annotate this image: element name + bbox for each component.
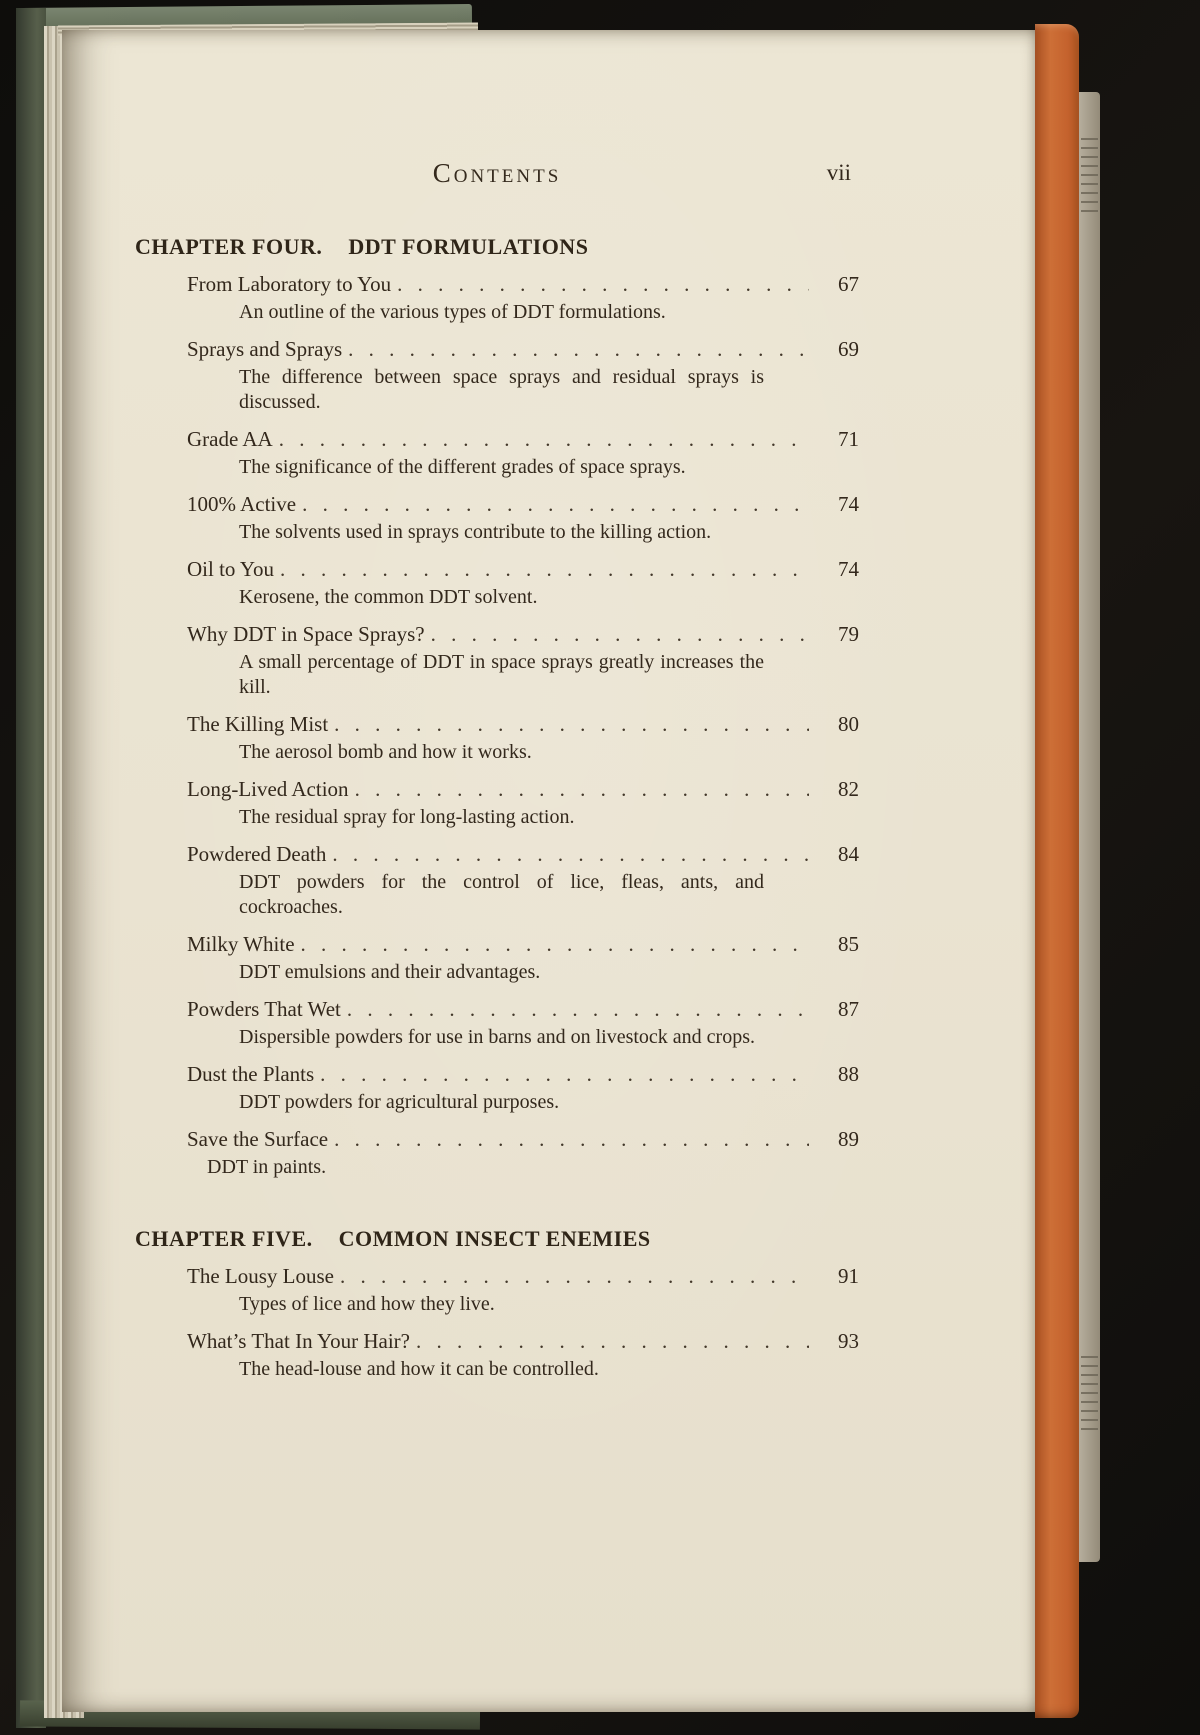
toc-entry-line (187, 622, 859, 647)
dot-leader (334, 1127, 809, 1152)
chapter-entries (187, 272, 859, 1180)
toc-entry-page: 88 (838, 1062, 859, 1086)
toc-entry-title: Sprays and Sprays (187, 337, 343, 361)
contents-heading: Contents (432, 158, 562, 188)
toc-entry (187, 1329, 859, 1382)
dot-leader (431, 622, 809, 647)
toc-entry (187, 1127, 859, 1180)
toc-entry-line (187, 1264, 859, 1289)
chapter-entries (187, 1264, 859, 1382)
toc-entry-title: Powders That Wet (187, 997, 341, 1021)
toc-entry (187, 622, 859, 700)
toc-entry-title: What’s That In Your Hair? (187, 1329, 410, 1353)
toc-entry-page: 67 (838, 272, 859, 296)
toc-entry-page: 74 (838, 492, 859, 516)
toc-entry-description: DDT in paints. (207, 1156, 327, 1178)
toc-entry (187, 932, 859, 985)
toc-entry-line (187, 337, 859, 362)
dot-leader (320, 1062, 809, 1087)
toc-entry-page: 79 (838, 622, 859, 646)
toc-entry-title: The Killing Mist (187, 712, 329, 736)
dot-leader (416, 1329, 809, 1354)
toc-entry-description: The residual spray for long-lasting action. (239, 806, 575, 828)
toc-entry-line (187, 777, 859, 802)
toc-entry-description: The aerosol bomb and how it works. (239, 741, 532, 763)
toc-entry-line (187, 557, 859, 582)
toc-entry-line (187, 712, 859, 737)
toc-entry (187, 1264, 859, 1317)
toc-entry-line (187, 272, 859, 297)
toc-entry (187, 337, 859, 415)
book-page (62, 30, 1035, 1712)
toc-entry-description: Kerosene, the common DDT solvent. (239, 586, 538, 608)
toc-entry-title: Powdered Death (187, 842, 327, 866)
toc-entry-title: Oil to You (187, 557, 274, 581)
toc-entry-line (187, 932, 859, 957)
chapter-section-five (135, 1226, 859, 1382)
page-stack-fore-edge (1079, 92, 1100, 1562)
book-cover-right (1035, 24, 1079, 1718)
toc-entry-line (187, 492, 859, 517)
toc-entry-page: 93 (838, 1329, 859, 1353)
toc-entry (187, 492, 859, 545)
page-number: vii (826, 160, 851, 185)
dot-leader (355, 777, 809, 802)
fore-edge-lines-bottom (1081, 1356, 1098, 1432)
toc-entry-line (187, 1329, 859, 1354)
toc-entry (187, 557, 859, 610)
toc-entry-page: 80 (838, 712, 859, 736)
toc-entry-description: The difference between space sprays and residual sprays is discussed. (239, 366, 764, 413)
toc-entry-title: Long-Lived Action (187, 777, 349, 801)
book-cloth-spine-left (16, 8, 46, 1728)
toc-entry-title: The Lousy Louse (187, 1264, 334, 1288)
toc-entry-page: 74 (838, 557, 859, 581)
toc-entry-description: The significance of the different grades of space sprays. (239, 456, 686, 478)
toc-entry-title: Save the Surface (187, 1127, 329, 1151)
toc-entry-line (187, 1062, 859, 1087)
page-header (135, 158, 859, 194)
toc-entry-page: 71 (838, 427, 859, 451)
chapter-heading (135, 1226, 859, 1252)
toc-entry-description: DDT emulsions and their advantages. (239, 961, 541, 983)
toc-entry-page: 91 (838, 1264, 859, 1288)
dot-leader (279, 427, 809, 452)
table-of-contents (135, 158, 859, 1382)
dot-leader (301, 932, 809, 957)
chapter-title: COMMON INSECT ENEMIES (338, 1226, 651, 1251)
toc-entry-line (187, 997, 859, 1022)
toc-entry-title: Grade AA (187, 427, 273, 451)
toc-entry-description: Dispersible powders for use in barns and on livestock and crops. (239, 1026, 755, 1048)
chapter-title: DDT FORMULATIONS (348, 234, 589, 259)
dot-leader (347, 997, 809, 1022)
toc-entry (187, 272, 859, 325)
dot-leader (348, 337, 809, 362)
dot-leader (397, 272, 809, 297)
toc-entry-page: 82 (838, 777, 859, 801)
toc-entry (187, 777, 859, 830)
toc-entry-description: DDT powders for agricultural purposes. (239, 1091, 560, 1113)
toc-entry-description: Types of lice and how they live. (239, 1293, 495, 1315)
dot-leader (334, 712, 809, 737)
toc-entry-description: DDT powders for the control of lice, fleas, ants, and cockroaches. (239, 871, 764, 918)
toc-entry-page: 85 (838, 932, 859, 956)
dot-leader (280, 557, 809, 582)
dot-leader (332, 842, 809, 867)
toc-entry (187, 1062, 859, 1115)
toc-entry-title: Dust the Plants (187, 1062, 315, 1086)
toc-entry-page: 69 (838, 337, 859, 361)
toc-entry-line (187, 842, 859, 867)
toc-entry (187, 997, 859, 1050)
toc-entry-description: The solvents used in sprays contribute to the killing action. (239, 521, 712, 543)
toc-entry (187, 427, 859, 480)
chapter-number: CHAPTER FIVE. (135, 1226, 313, 1251)
dot-leader (340, 1264, 809, 1289)
toc-entry-description: An outline of the various types of DDT formulations. (239, 301, 666, 323)
chapter-number: CHAPTER FOUR. (135, 234, 323, 259)
toc-entry-title: 100% Active (187, 492, 297, 516)
toc-entry-description: The head-louse and how it can be controlled. (239, 1358, 599, 1380)
chapter-heading (135, 234, 859, 260)
toc-entry-page: 84 (838, 842, 859, 866)
toc-entry-line (187, 427, 859, 452)
toc-entry-page: 89 (838, 1127, 859, 1151)
toc-entry-title: Why DDT in Space Sprays? (187, 622, 425, 646)
toc-entry-page: 87 (838, 997, 859, 1021)
chapter-section-four (135, 234, 859, 1180)
toc-entry-line (187, 1127, 859, 1152)
toc-entry (187, 842, 859, 920)
toc-entry-description: A small percentage of DDT in space sprays greatly increases the kill. (239, 651, 764, 698)
fore-edge-lines-top (1081, 138, 1098, 214)
toc-entry-title: Milky White (187, 932, 295, 956)
dot-leader (302, 492, 809, 517)
toc-entry (187, 712, 859, 765)
toc-entry-title: From Laboratory to You (187, 272, 392, 296)
